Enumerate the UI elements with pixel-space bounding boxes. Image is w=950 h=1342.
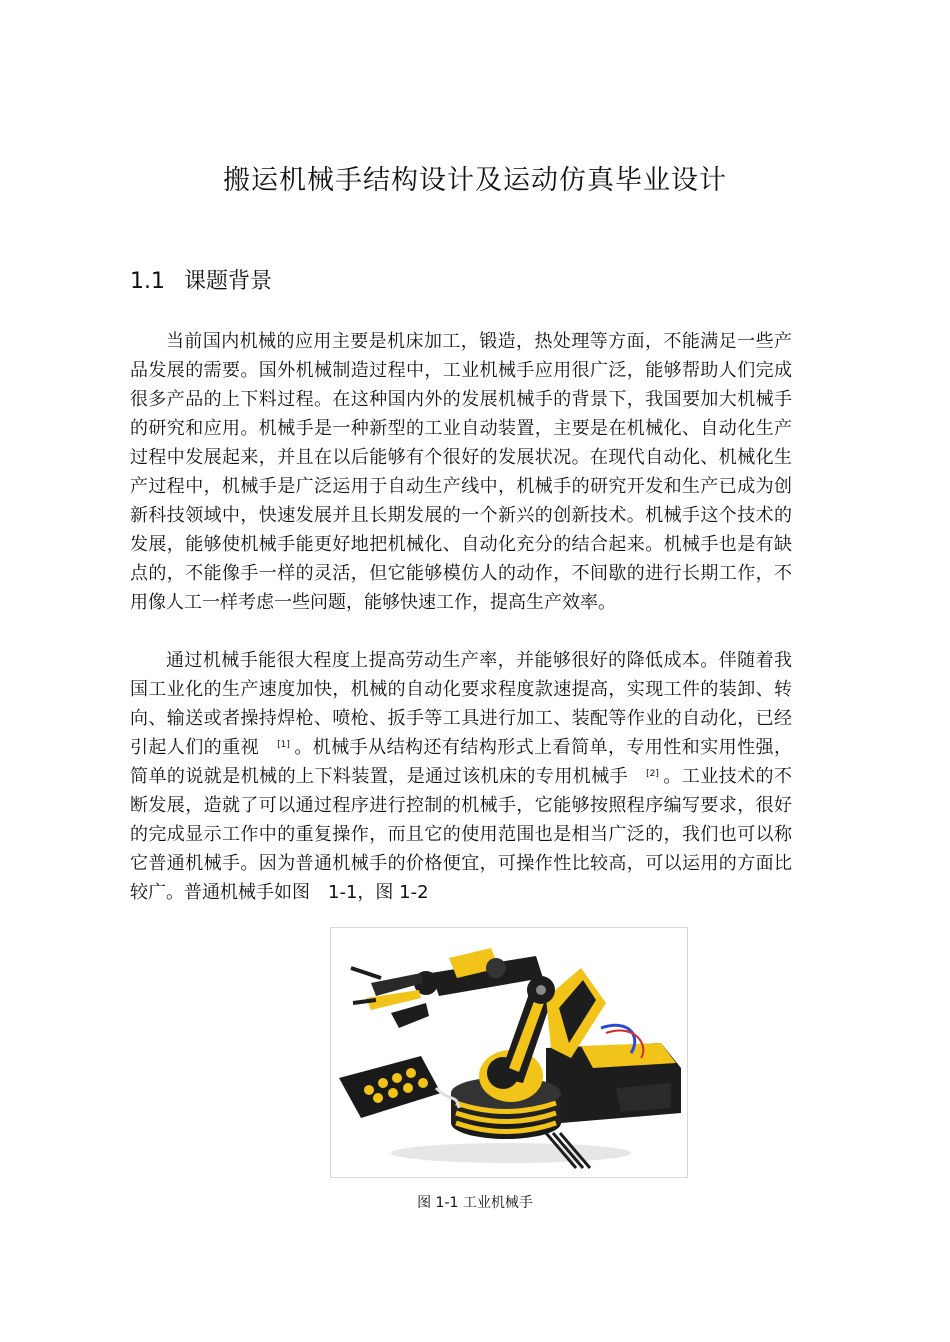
citation-1: [1] xyxy=(277,740,290,750)
citation-2: [2] xyxy=(646,769,659,779)
paragraph-2-text-c: 。工业技术的不断发展，造就了可以通过程序进行控制的机械手，它能够按照程序编写要求，很好的完成显示工作中的重复操作，而且它的使用范围也是相当广泛的，我们也可以称它普通机械手。因为普通机械手的价格便宜，可操作性比较高，可以运用的方面比较广。普通机械手如图 xyxy=(130,766,792,903)
section-title: 课题背景 xyxy=(184,269,273,294)
paragraph-1: 当前国内机械的应用主要是机床加工，锻造，热处理等方面，不能满足一些产品发展的需要。国外机械制造过程中，工业机械手应用很广泛，能够帮助人们完成很多产品的上下料过程。在这种国内外的发展机械手的背景下，我国要加大机械手的研究和应用。机械手是一种新型的工业自动装置，主要是在机械化、自动化生产过程中发展起来，并且在以后能够有个很好的发展状况。在现代自动化、机械化生产过程中，机械手是广泛运用于自动生产线中，机械手的研究开发和生产已成为创新科技领域中，快速发展并且长期发展的一个新兴的创新技术。机械手这个技术的发展，能够使机械手能更好地把机械化、自动化充分的结合起来。机械手也是有缺点的，不能像手一样的灵活，但它能够模仿人的动作，不间歇的进行长期工作，不用像人工一样考虑一些问题，能够快速工作，提高生产效率。 xyxy=(130,331,792,613)
document-title: 搬运机械手结构设计及运动仿真毕业设计 xyxy=(223,165,727,196)
section-heading xyxy=(130,264,272,295)
figure-caption: 图 1-1 工业机械手 xyxy=(417,1195,533,1211)
figure-references: 1-1，图 1-2 xyxy=(328,882,429,903)
paragraph-2 xyxy=(130,646,792,907)
paragraph-2-text-a: 通过机械手能很大程度上提高劳动生产率，并能够很好的降低成本。伴随着我国工业化的生产速度加快，机械的自动化要求程度款速提高，实现工件的装卸、转向、输送或者操持焊枪、喷枪、扳手等工具进行加工、装配等作业的自动化，已经引起人们的重视 xyxy=(130,650,792,758)
paragraph-2-text-b: 。机械手从结构还有结构形式上看简单，专用性和实用性强，简单的说就是机械的上下料装置，是通过该机床的专用机械手 xyxy=(130,737,792,787)
section-number: 1.1 xyxy=(130,269,165,294)
robot-arm-figure xyxy=(330,927,688,1178)
robot-arm-illustration xyxy=(331,928,687,1177)
